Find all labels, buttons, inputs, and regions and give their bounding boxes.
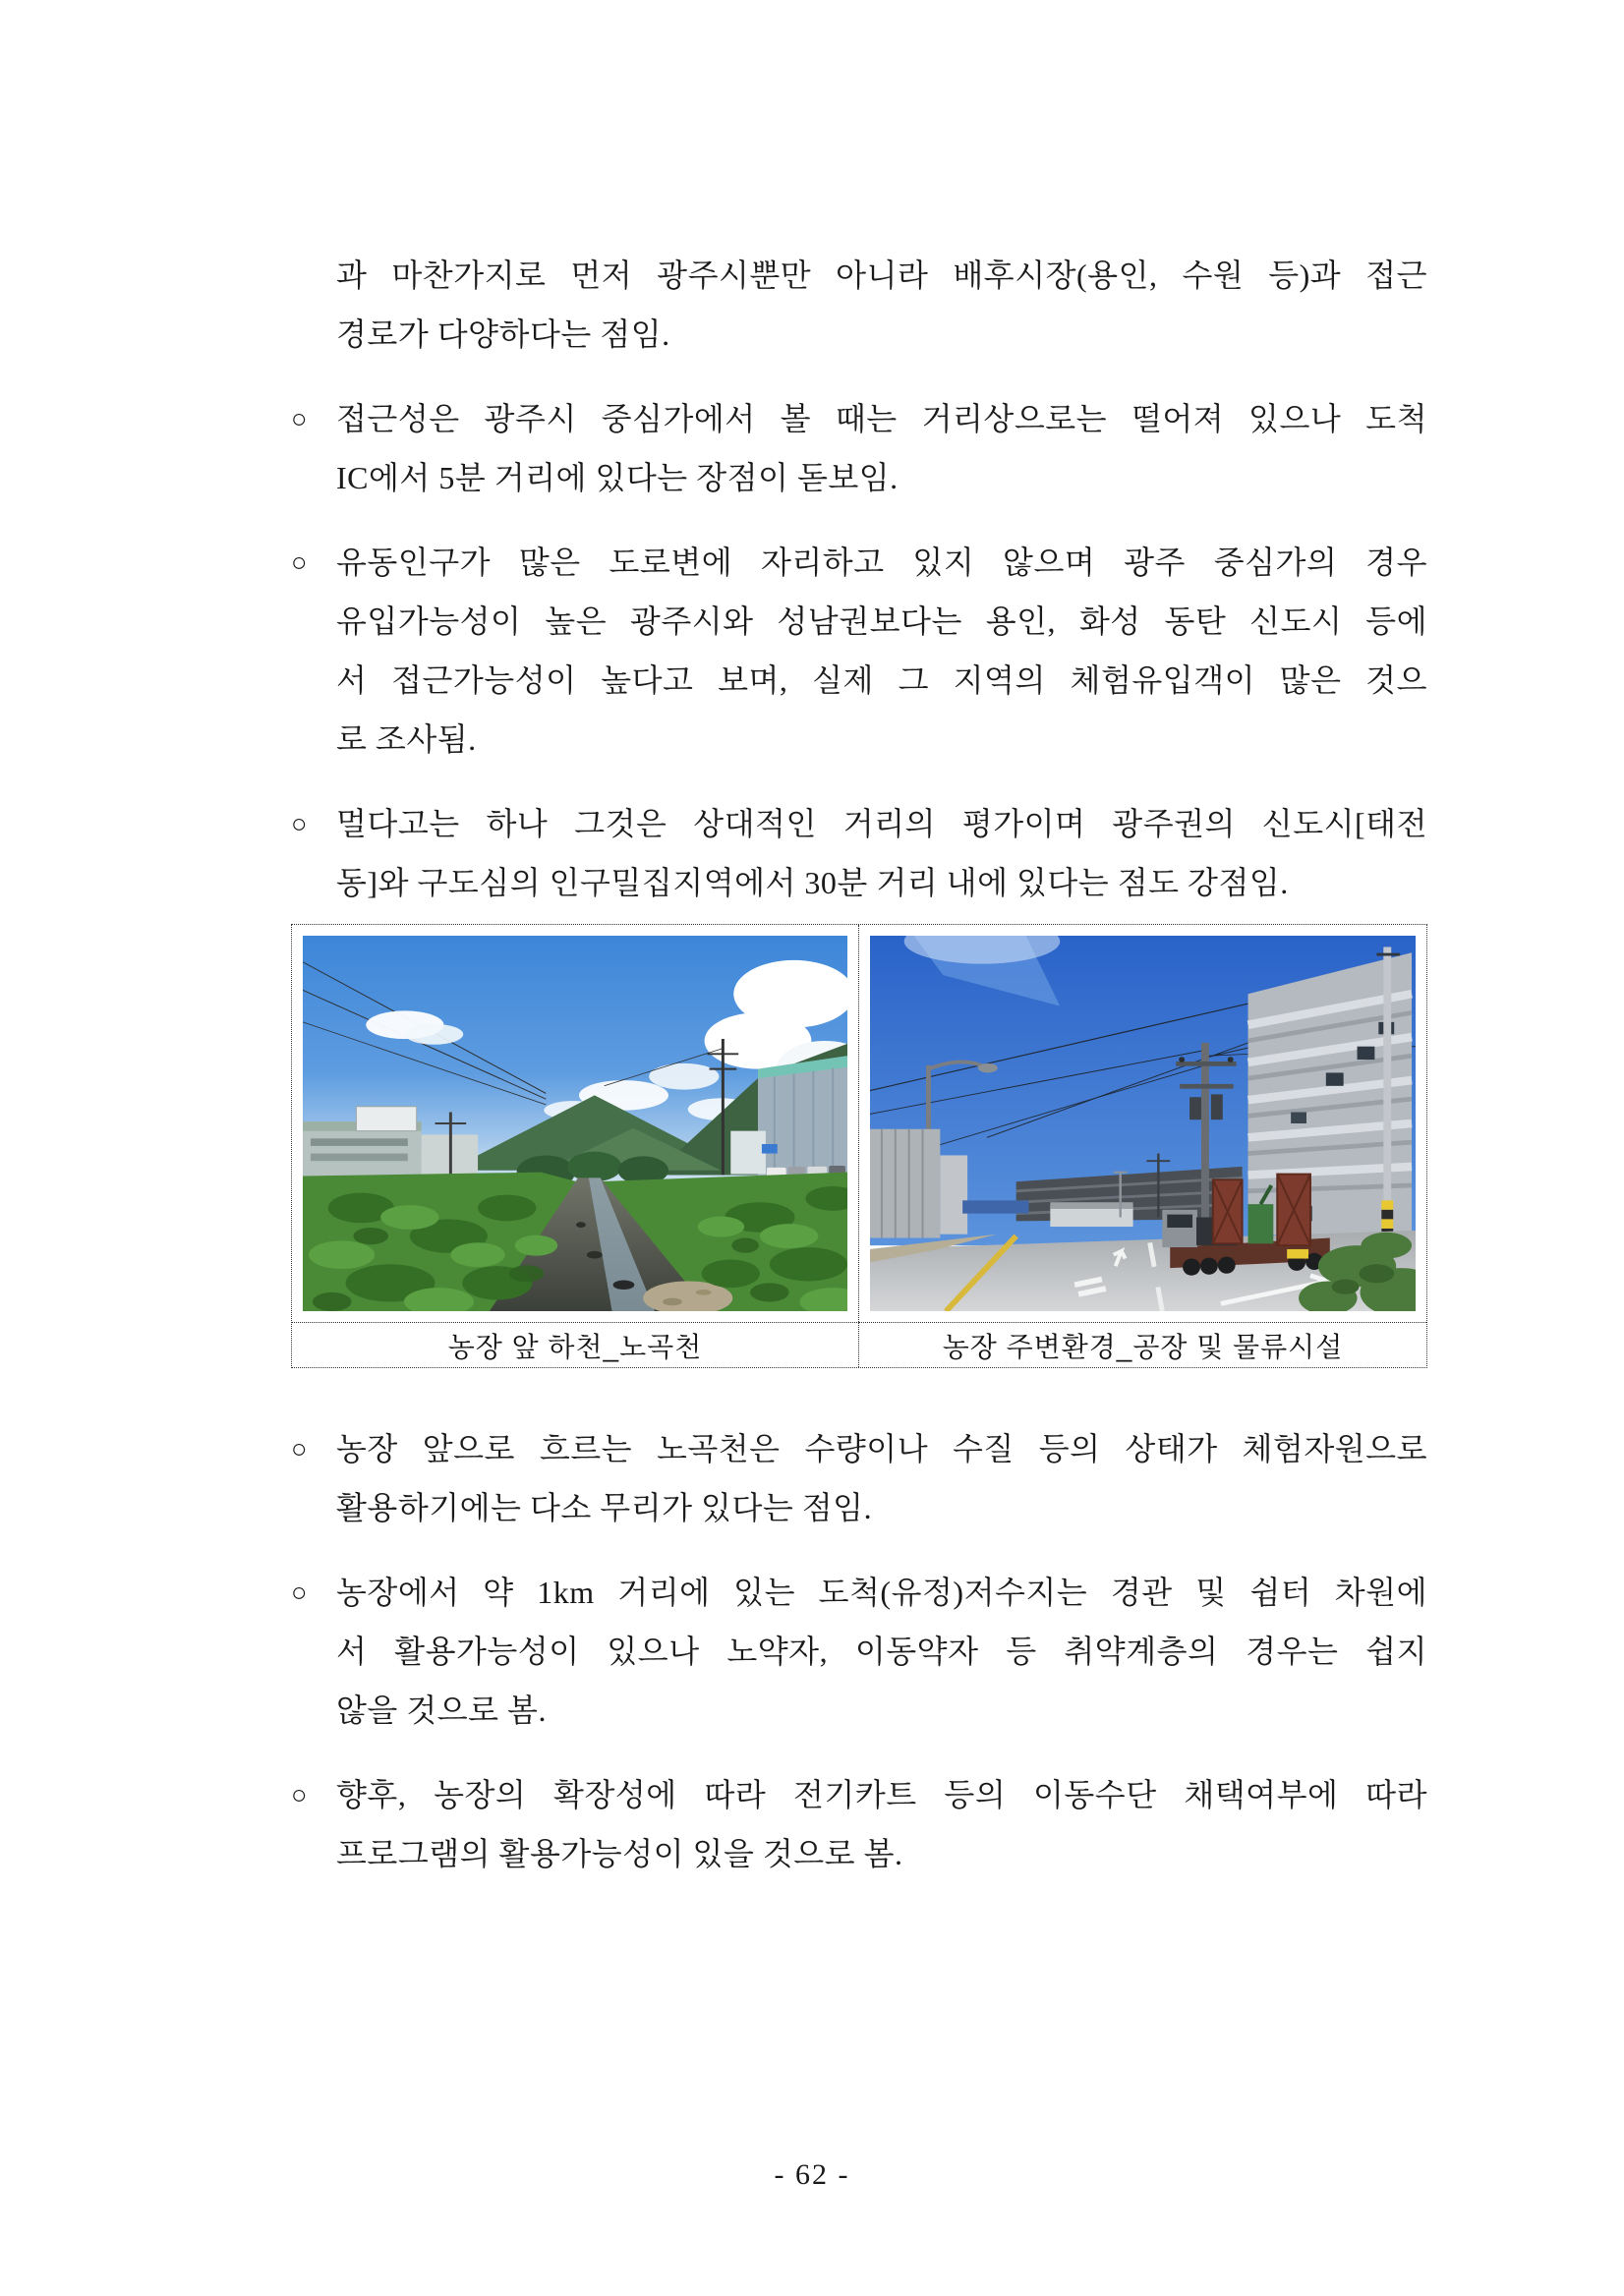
bullet-marker: ○ — [291, 809, 308, 838]
body-line: 동]와 구도심의 인구밀집지역에서 30분 거리 내에 있다는 점도 강점임. — [336, 865, 1289, 900]
body-line: 농장에서 약 1km 거리에 있는 도척(유정)저수지는 경관 및 쉼터 차원에 — [336, 1575, 1427, 1610]
figure-caption-stream: 농장 앞 하천_노곡천 — [292, 1322, 859, 1367]
body-line: 경로가 다양하다는 점임. — [336, 316, 670, 352]
bullet-paragraph — [291, 1563, 1427, 1740]
bullet-paragraph — [291, 794, 1427, 912]
body-line: 서 접근가능성이 높다고 보며, 실제 그 지역의 체험유입객이 많은 것으 — [336, 662, 1427, 698]
photo-cell-road — [859, 925, 1426, 1322]
body-line: 멀다고는 하나 그것은 상대적인 거리의 평가이며 광주권의 신도시[태전 — [336, 806, 1427, 841]
bullet-paragraph — [291, 389, 1427, 507]
bullet-marker: ○ — [291, 404, 308, 433]
bullet-marker: ○ — [291, 547, 308, 577]
body-line: IC에서 5분 거리에 있다는 장점이 돋보임. — [336, 460, 899, 495]
body-line: 서 활용가능성이 있으나 노약자, 이동약자 등 취약계층의 경우는 쉽지 — [336, 1634, 1427, 1669]
page-number: - 62 - — [774, 2158, 850, 2191]
bullet-marker: ○ — [291, 1578, 308, 1607]
figure-caption-road: 농장 주변환경_공장 및 물류시설 — [859, 1322, 1426, 1367]
road-photo — [870, 936, 1416, 1311]
body-line: 로 조사됨. — [336, 721, 477, 757]
figure-table — [291, 924, 1427, 1368]
body-line: 농장 앞으로 흐르는 노곡천은 수량이나 수질 등의 상태가 체험자원으로 — [336, 1431, 1427, 1466]
body-line: 향후, 농장의 확장성에 따라 전기카트 등의 이동수단 채택여부에 따라 — [336, 1777, 1427, 1812]
body-line: 활용하기에는 다소 무리가 있다는 점임. — [336, 1490, 873, 1525]
bullet-paragraph — [291, 1419, 1427, 1537]
body-line: 접근성은 광주시 중심가에서 볼 때는 거리상으로는 떨어져 있으나 도척 — [336, 401, 1427, 436]
stream-photo — [303, 936, 847, 1311]
bullet-marker: ○ — [291, 1434, 308, 1464]
body-line: 과 마찬가지로 먼저 광주시뿐만 아니라 배후시장(용인, 수원 등)과 접근 — [336, 258, 1427, 293]
body-line: 프로그램의 활용가능성이 있을 것으로 봄. — [336, 1836, 903, 1871]
body-line: 않을 것으로 봄. — [336, 1693, 547, 1728]
body-line: 유동인구가 많은 도로변에 자리하고 있지 않으며 광주 중심가의 경우 — [336, 545, 1427, 580]
document-body — [291, 246, 1427, 1883]
bullet-marker: ○ — [291, 1780, 308, 1809]
bullet-paragraph — [291, 533, 1427, 769]
paragraph-continuation — [291, 246, 1427, 364]
photo-cell-stream — [292, 925, 859, 1322]
bullet-paragraph — [291, 1765, 1427, 1883]
body-line: 유입가능성이 높은 광주시와 성남권보다는 용인, 화성 동탄 신도시 등에 — [336, 603, 1427, 639]
